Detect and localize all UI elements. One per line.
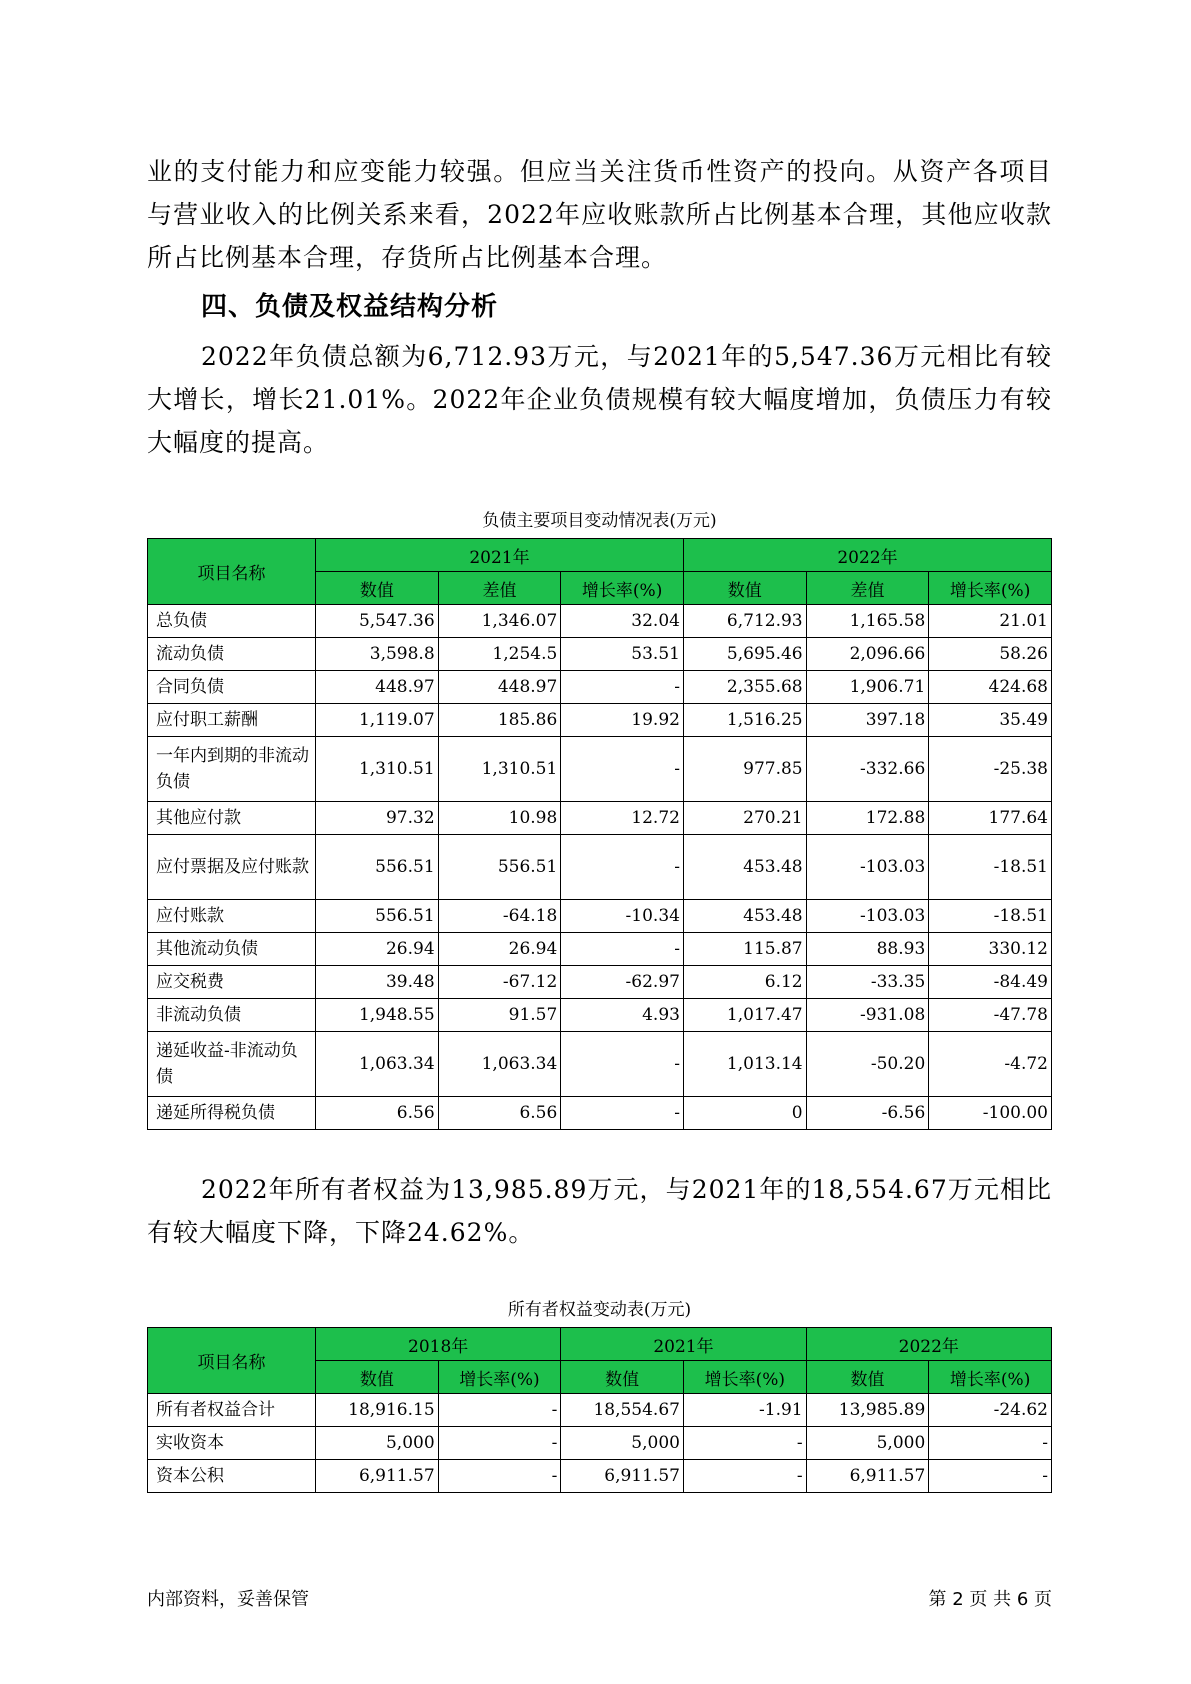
debt-col-diff: 差值 — [806, 572, 929, 605]
table-row — [148, 671, 1052, 704]
cell-v1: 448.97 — [316, 671, 439, 704]
cell-v1: 5,000 — [316, 1427, 439, 1460]
cell-g1: - — [438, 1427, 561, 1460]
cell-g2: 35.49 — [929, 704, 1052, 737]
cell-d1: 6.56 — [438, 1097, 561, 1130]
row-label: 其他应付款 — [148, 802, 316, 835]
cell-g1: - — [561, 1097, 684, 1130]
cell-d2: -6.56 — [806, 1097, 929, 1130]
debt-col-value: 数值 — [316, 572, 439, 605]
cell-g1: -62.97 — [561, 966, 684, 999]
row-label: 合同负债 — [148, 671, 316, 704]
cell-g2: -84.49 — [929, 966, 1052, 999]
cell-g3: - — [929, 1460, 1052, 1493]
table-row — [148, 704, 1052, 737]
cell-d2: 88.93 — [806, 933, 929, 966]
row-label: 一年内到期的非流动负债 — [148, 737, 316, 802]
equity-year3-header: 2022年 — [806, 1328, 1051, 1361]
equity-table-body — [148, 1394, 1052, 1493]
cell-v3: 13,985.89 — [806, 1394, 929, 1427]
intro-paragraph: 业的支付能力和应变能力较强。但应当关注货币性资产的投向。从资产各项目与营业收入的比例关系来看，2022年应收账款所占比例基本合理，其他应收款所占比例基本合理，存货所占比例基本合理。 — [147, 157, 1052, 272]
cell-g1: 19.92 — [561, 704, 684, 737]
table-row — [148, 737, 1052, 802]
table-row — [148, 1032, 1052, 1097]
cell-g2: -18.51 — [929, 900, 1052, 933]
cell-v2: 6,712.93 — [683, 605, 806, 638]
cell-v2: 1,017.47 — [683, 999, 806, 1032]
row-label: 应付账款 — [148, 900, 316, 933]
debt-item-header: 项目名称 — [148, 539, 316, 605]
equity-col-growth: 增长率(%) — [683, 1361, 806, 1394]
cell-v2: 1,013.14 — [683, 1032, 806, 1097]
footer-left: 内部资料，妥善保管 — [147, 1589, 309, 1610]
cell-g1: -10.34 — [561, 900, 684, 933]
cell-v1: 5,547.36 — [316, 605, 439, 638]
equity-item-header: 项目名称 — [148, 1328, 316, 1394]
cell-g2: - — [683, 1427, 806, 1460]
cell-g1: - — [561, 671, 684, 704]
cell-v2: 5,695.46 — [683, 638, 806, 671]
debt-paragraph: 2022年负债总额为6,712.93万元，与2021年的5,547.36万元相比有较大增长，增长21.01%。2022年企业负债规模有较大幅度增加，负债压力有较大幅度的提高。 — [147, 342, 1052, 457]
cell-g1: - — [561, 737, 684, 802]
cell-d1: 1,310.51 — [438, 737, 561, 802]
table-row — [148, 1460, 1052, 1493]
cell-g2: -4.72 — [929, 1032, 1052, 1097]
table-row — [148, 900, 1052, 933]
cell-g2: 21.01 — [929, 605, 1052, 638]
cell-g3: -24.62 — [929, 1394, 1052, 1427]
cell-d2: -332.66 — [806, 737, 929, 802]
cell-g1: 4.93 — [561, 999, 684, 1032]
cell-v1: 6.56 — [316, 1097, 439, 1130]
cell-d2: 1,906.71 — [806, 671, 929, 704]
equity-col-growth: 增长率(%) — [929, 1361, 1052, 1394]
cell-d2: 2,096.66 — [806, 638, 929, 671]
row-label: 资本公积 — [148, 1460, 316, 1493]
cell-g1: 53.51 — [561, 638, 684, 671]
row-label: 递延所得税负债 — [148, 1097, 316, 1130]
equity-col-value: 数值 — [316, 1361, 439, 1394]
cell-g2: - — [683, 1460, 806, 1493]
cell-v1: 556.51 — [316, 900, 439, 933]
cell-d1: -67.12 — [438, 966, 561, 999]
cell-v1: 18,916.15 — [316, 1394, 439, 1427]
cell-d1: 26.94 — [438, 933, 561, 966]
cell-g2: -25.38 — [929, 737, 1052, 802]
debt-table — [147, 538, 1052, 1130]
cell-v1: 26.94 — [316, 933, 439, 966]
cell-v2: 5,000 — [561, 1427, 684, 1460]
footer-page-number: 第 2 页 共 6 页 — [928, 1589, 1052, 1610]
cell-v1: 556.51 — [316, 835, 439, 900]
row-label: 非流动负债 — [148, 999, 316, 1032]
equity-table — [147, 1327, 1052, 1493]
cell-d2: 397.18 — [806, 704, 929, 737]
cell-v1: 6,911.57 — [316, 1460, 439, 1493]
cell-d2: -103.03 — [806, 835, 929, 900]
cell-g2: -47.78 — [929, 999, 1052, 1032]
equity-year2-header: 2021年 — [561, 1328, 806, 1361]
cell-v3: 5,000 — [806, 1427, 929, 1460]
cell-d1: 448.97 — [438, 671, 561, 704]
debt-col-diff: 差值 — [438, 572, 561, 605]
cell-g1: - — [438, 1460, 561, 1493]
cell-d1: -64.18 — [438, 900, 561, 933]
table-row — [148, 999, 1052, 1032]
cell-v2: 2,355.68 — [683, 671, 806, 704]
cell-g2: 177.64 — [929, 802, 1052, 835]
row-label: 实收资本 — [148, 1427, 316, 1460]
equity-table-caption: 所有者权益变动表(万元) — [507, 1300, 692, 1320]
table-row — [148, 638, 1052, 671]
equity-col-value: 数值 — [806, 1361, 929, 1394]
debt-col-growth: 增长率(%) — [561, 572, 684, 605]
cell-v2: 453.48 — [683, 835, 806, 900]
cell-v2: 977.85 — [683, 737, 806, 802]
cell-g2: 58.26 — [929, 638, 1052, 671]
cell-v1: 3,598.8 — [316, 638, 439, 671]
table-row — [148, 1394, 1052, 1427]
cell-d1: 1,346.07 — [438, 605, 561, 638]
cell-d2: -50.20 — [806, 1032, 929, 1097]
cell-v3: 6,911.57 — [806, 1460, 929, 1493]
row-label: 应付票据及应付账款 — [148, 835, 316, 900]
row-label: 递延收益-非流动负债 — [148, 1032, 316, 1097]
cell-v1: 1,119.07 — [316, 704, 439, 737]
row-label: 总负债 — [148, 605, 316, 638]
cell-v1: 97.32 — [316, 802, 439, 835]
cell-d2: -931.08 — [806, 999, 929, 1032]
cell-d2: 1,165.58 — [806, 605, 929, 638]
cell-v2: 270.21 — [683, 802, 806, 835]
cell-g2: -1.91 — [683, 1394, 806, 1427]
table-row — [148, 802, 1052, 835]
table-row — [148, 1097, 1052, 1130]
cell-g2: 424.68 — [929, 671, 1052, 704]
row-label: 流动负债 — [148, 638, 316, 671]
table-row — [148, 933, 1052, 966]
debt-year1-header: 2021年 — [316, 539, 684, 572]
cell-d1: 1,063.34 — [438, 1032, 561, 1097]
cell-v2: 18,554.67 — [561, 1394, 684, 1427]
cell-g1: - — [561, 933, 684, 966]
row-label: 应交税费 — [148, 966, 316, 999]
cell-d1: 1,254.5 — [438, 638, 561, 671]
cell-v2: 1,516.25 — [683, 704, 806, 737]
cell-v2: 0 — [683, 1097, 806, 1130]
cell-d1: 185.86 — [438, 704, 561, 737]
cell-g1: - — [561, 1032, 684, 1097]
row-label: 其他流动负债 — [148, 933, 316, 966]
equity-col-value: 数值 — [561, 1361, 684, 1394]
cell-g1: 12.72 — [561, 802, 684, 835]
cell-v2: 6,911.57 — [561, 1460, 684, 1493]
cell-v1: 1,310.51 — [316, 737, 439, 802]
cell-d1: 91.57 — [438, 999, 561, 1032]
cell-g2: -100.00 — [929, 1097, 1052, 1130]
debt-col-value: 数值 — [683, 572, 806, 605]
row-label: 应付职工薪酬 — [148, 704, 316, 737]
table-row — [148, 605, 1052, 638]
cell-v1: 1,063.34 — [316, 1032, 439, 1097]
cell-g1: 32.04 — [561, 605, 684, 638]
cell-g3: - — [929, 1427, 1052, 1460]
cell-d2: -33.35 — [806, 966, 929, 999]
cell-v2: 115.87 — [683, 933, 806, 966]
cell-v1: 1,948.55 — [316, 999, 439, 1032]
cell-d2: 172.88 — [806, 802, 929, 835]
row-label: 所有者权益合计 — [148, 1394, 316, 1427]
debt-table-caption: 负债主要项目变动情况表(万元) — [482, 511, 717, 531]
cell-d2: -103.03 — [806, 900, 929, 933]
section-title: 四、负债及权益结构分析 — [201, 292, 499, 322]
table-row — [148, 966, 1052, 999]
table-row — [148, 835, 1052, 900]
document-page — [147, 150, 1052, 1493]
cell-g2: 330.12 — [929, 933, 1052, 966]
cell-v1: 39.48 — [316, 966, 439, 999]
cell-v2: 6.12 — [683, 966, 806, 999]
debt-table-body — [148, 605, 1052, 1130]
cell-v2: 453.48 — [683, 900, 806, 933]
debt-col-growth: 增长率(%) — [929, 572, 1052, 605]
equity-paragraph: 2022年所有者权益为13,985.89万元，与2021年的18,554.67万元相比有较大幅度下降，下降24.62%。 — [147, 1175, 1052, 1247]
debt-year2-header: 2022年 — [683, 539, 1051, 572]
equity-col-growth: 增长率(%) — [438, 1361, 561, 1394]
cell-g1: - — [438, 1394, 561, 1427]
cell-g2: -18.51 — [929, 835, 1052, 900]
table-row — [148, 1427, 1052, 1460]
cell-d1: 556.51 — [438, 835, 561, 900]
cell-d1: 10.98 — [438, 802, 561, 835]
equity-year1-header: 2018年 — [316, 1328, 561, 1361]
cell-g1: - — [561, 835, 684, 900]
